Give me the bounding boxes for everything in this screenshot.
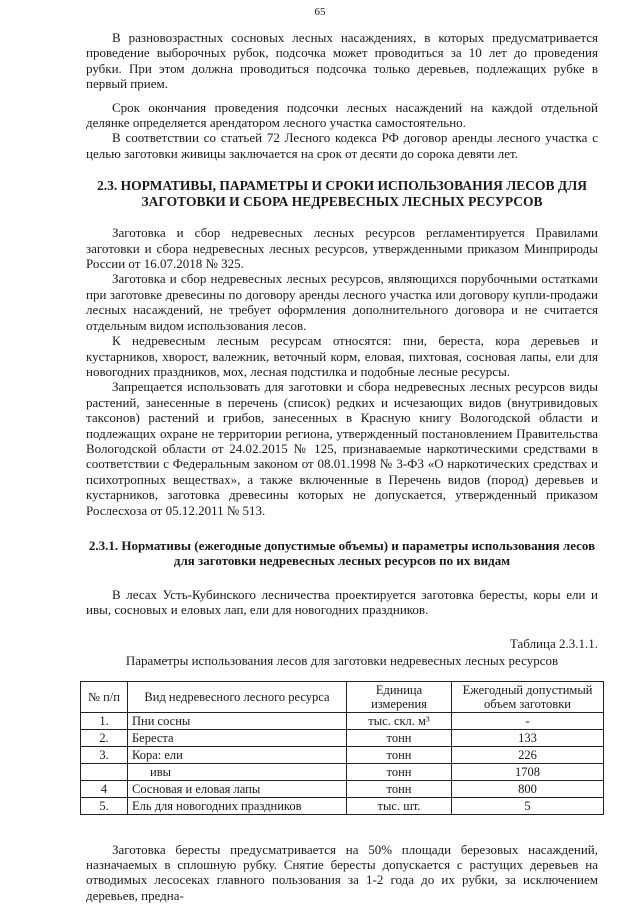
- cell-resource: Ель для новогодних праздников: [128, 797, 347, 814]
- section-heading: 2.3. НОРМАТИВЫ, ПАРАМЕТРЫ И СРОКИ ИСПОЛЬЗОВАНИЯ ЛЕСОВ ДЛЯ ЗАГОТОВКИ И СБОРА НЕДРЕВЕСНЫХ ЛЕСНЫХ РЕСУРСОВ: [96, 178, 588, 210]
- cell-unit: тонн: [347, 763, 452, 780]
- cell-volume: 226: [452, 746, 604, 763]
- header-num: № п/п: [81, 681, 128, 712]
- subsection-heading: 2.3.1. Нормативы (ежегодные допустимые объемы) и параметры использования лесов для заготовки недревесных лесных ресурсов по их видам: [88, 537, 596, 569]
- paragraph: В лесах Усть-Кубинского лесничества проектируется заготовка бересты, коры ели и ивы, сосновых и еловых лап, ели для новогодних праздников.: [86, 586, 598, 618]
- paragraph: К недревесным лесным ресурсам относятся: пни, береста, кора деревьев и кустарников, хворост, валежник, веточный корм, еловая, пихтовая, сосновая лапы, ели для новогодних праздников, мох, лесная подстилка и подобные лесные ресурсы.: [86, 333, 598, 379]
- table-row: [81, 712, 604, 729]
- table-row: [81, 797, 604, 814]
- cell-num: 5.: [81, 797, 128, 814]
- cell-num: 2.: [81, 729, 128, 746]
- table-number: Таблица 2.3.1.1.: [509, 635, 598, 651]
- paragraph: Запрещается использовать для заготовки и сбора недревесных лесных ресурсов виды растений, занесенные в перечень (список) редких и исчезающих видов (внутривидовых таксонов) растений и грибов, занесенных в Красную книгу Вологодской области и подлежащих охране не территории региона, утвержденный постановлением Правительства Вологодской области от 24.02.2015 № 125, признаваемые наркотическими средствами в соответствии с Федеральным законом от 08.01.1998 № 3-ФЗ «О наркотических средствах и психотропных веществах», а также включенные в Перечень видов (пород) деревьев и кустарников, заготовка древесины которых не допускается, утвержденный приказом Рослесхоза от 05.12.2011 № 513.: [86, 379, 598, 518]
- table-row: [81, 763, 604, 780]
- header-unit: Единица измерения: [347, 681, 452, 712]
- table-header-row: [81, 681, 604, 712]
- cell-volume: 5: [452, 797, 604, 814]
- cell-resource: ивы: [128, 763, 347, 780]
- cell-volume: -: [452, 712, 604, 729]
- cell-volume: 1708: [452, 763, 604, 780]
- paragraph: Срок окончания проведения подсочки лесных насаждений на каждой отдельной делянке определяется арендатором лесного участка самостоятельно.: [86, 99, 598, 131]
- page-number: 65: [314, 6, 326, 18]
- table-title: Параметры использования лесов для заготовки недревесных лесных ресурсов: [125, 653, 559, 669]
- cell-resource: Сосновая и еловая лапы: [128, 780, 347, 797]
- cell-resource: Береста: [128, 729, 347, 746]
- cell-volume: 133: [452, 729, 604, 746]
- paragraph: Заготовка и сбор недревесных лесных ресурсов регламентируется Правилами заготовки и сбора недревесных лесных ресурсов, утвержденными приказом Минприроды России от 16.07.2018 № 325.: [86, 225, 598, 272]
- table-row: [81, 729, 604, 746]
- table-row: [81, 746, 604, 763]
- header-resource: Вид недревесного лесного ресурса: [128, 681, 347, 712]
- cell-unit: тонн: [347, 729, 452, 746]
- paragraph: Заготовка бересты предусматривается на 50% площади березовых насаждений, назначаемых в сплошную рубку. Снятие бересты допускается с растущих деревьев на отводимых лесосеках главного пользования за 1-2 года до их рубки, за исключением деревьев, предна-: [86, 841, 598, 903]
- cell-num: [81, 763, 128, 780]
- cell-unit: тонн: [347, 746, 452, 763]
- cell-unit: тыс. шт.: [347, 797, 452, 814]
- paragraph: В соответствии со статьей 72 Лесного кодекса РФ договор аренды лесного участка с целью заготовки живицы заключается на срок от десяти до сорока девяти лет.: [86, 130, 598, 161]
- page-content: [86, 30, 598, 903]
- paragraph: В разновозрастных сосновых лесных насаждениях, в которых предусматривается проведение выборочных рубок, подсочка может проводиться за 10 лет до проведения рубки. При этом должна проводиться подсочка только деревьев, подлежащих рубке в первый прием.: [86, 30, 598, 92]
- cell-resource: Пни сосны: [128, 712, 347, 729]
- cell-num: 1.: [81, 712, 128, 729]
- cell-unit: тонн: [347, 780, 452, 797]
- header-volume: Ежегодный допустимый объем заготовки: [452, 681, 604, 712]
- cell-num: 4: [81, 780, 128, 797]
- resources-table: [80, 681, 604, 815]
- cell-num: 3.: [81, 746, 128, 763]
- paragraph: Заготовка и сбор недревесных лесных ресурсов, являющихся порубочными остатками при заготовке древесины по договору аренды лесного участка или договору купли-продажи лесных насаждений, не требует оформления дополнительного договора и не считается отдельным видом использования лесов.: [86, 271, 598, 333]
- table-row: [81, 780, 604, 797]
- cell-unit: тыс. скл. м³: [347, 712, 452, 729]
- cell-resource: Кора: ели: [128, 746, 347, 763]
- cell-volume: 800: [452, 780, 604, 797]
